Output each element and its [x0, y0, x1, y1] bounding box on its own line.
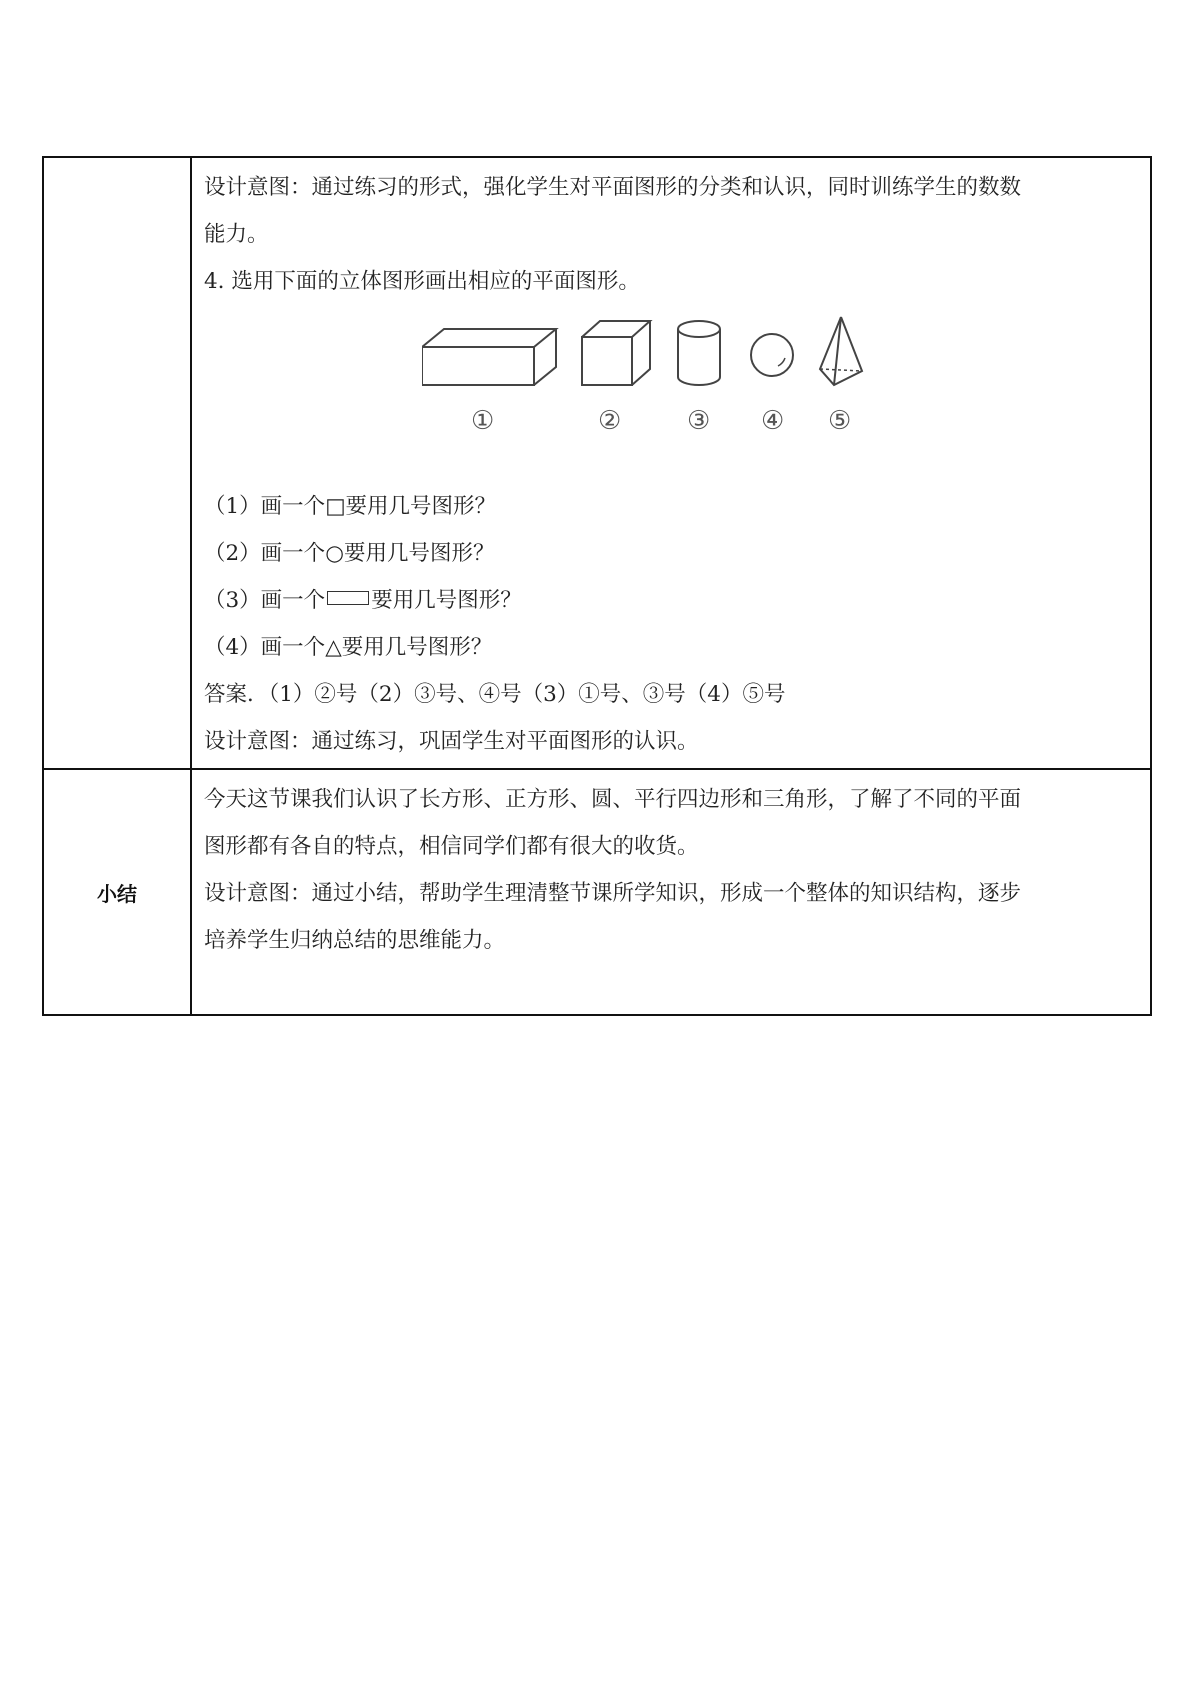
summary-line-3: 设计意图：通过小结，帮助学生理清整节课所学知识，形成一个整体的知识结构，逐步	[204, 881, 1022, 906]
shape-label-5: ⑤	[828, 406, 852, 436]
question-4-prefix: （4）画一个	[204, 635, 326, 660]
lesson-table	[42, 156, 1152, 1016]
answer-line: 答案．（1）②号（2）③号、④号（3）①号、③号（4）⑤号	[204, 682, 786, 707]
summary-label: 小结	[43, 769, 191, 1015]
sphere-figure	[751, 334, 793, 376]
triangle-symbol-icon: △	[325, 635, 342, 660]
summary-content-cell	[191, 769, 1151, 1015]
cube-figure	[582, 321, 650, 385]
question-1-prefix: （1）画一个	[204, 494, 326, 519]
summary-line-1: 今天这节课我们认识了长方形、正方形、圆、平行四边形和三角形，了解了不同的平面	[204, 787, 1022, 812]
square-symbol-icon: □	[325, 494, 346, 519]
summary-row	[43, 769, 1151, 1015]
question-1	[204, 483, 1138, 530]
intent-line-3: 设计意图：通过练习，巩固学生对平面图形的认识。	[204, 729, 699, 754]
summary-line-4: 培养学生归纳总结的思维能力。	[204, 928, 506, 953]
rectangle-symbol-icon	[327, 591, 369, 605]
question-4-suffix: 要用几号图形？	[341, 635, 493, 660]
shape-label-1: ①	[471, 406, 495, 436]
practice-content-cell	[191, 157, 1151, 769]
question-2-prefix: （2）画一个	[204, 541, 326, 566]
solid-figures-svg	[422, 313, 882, 473]
question-title: 4. 选用下面的立体图形画出相应的平面图形。	[204, 269, 640, 294]
solid-figures-illustration	[204, 305, 1138, 483]
summary-line-2: 图形都有各自的特点，相信同学们都有很大的收货。	[204, 834, 699, 859]
shape-label-4: ④	[761, 406, 785, 436]
shape-label-3: ③	[687, 406, 711, 436]
question-4	[204, 624, 1138, 671]
cuboid-figure	[422, 329, 556, 385]
question-3-suffix: 要用几号图形？	[371, 588, 522, 613]
intent-line-1: 设计意图：通过练习的形式，强化学生对平面图形的分类和认识，同时训练学生的数数	[204, 175, 1022, 200]
circle-symbol-icon: ○	[325, 541, 344, 566]
intent-line-2: 能力。	[204, 222, 269, 247]
question-2-suffix: 要用几号图形？	[343, 541, 495, 566]
question-3	[204, 577, 1138, 624]
cylinder-figure	[678, 321, 720, 385]
question-2	[204, 530, 1138, 577]
practice-row	[43, 157, 1151, 769]
question-3-prefix: （3）画一个	[204, 588, 326, 613]
practice-label-cell	[43, 157, 191, 769]
shape-label-2: ②	[598, 406, 622, 436]
question-1-suffix: 要用几号图形？	[345, 494, 497, 519]
pyramid-figure	[820, 317, 862, 385]
